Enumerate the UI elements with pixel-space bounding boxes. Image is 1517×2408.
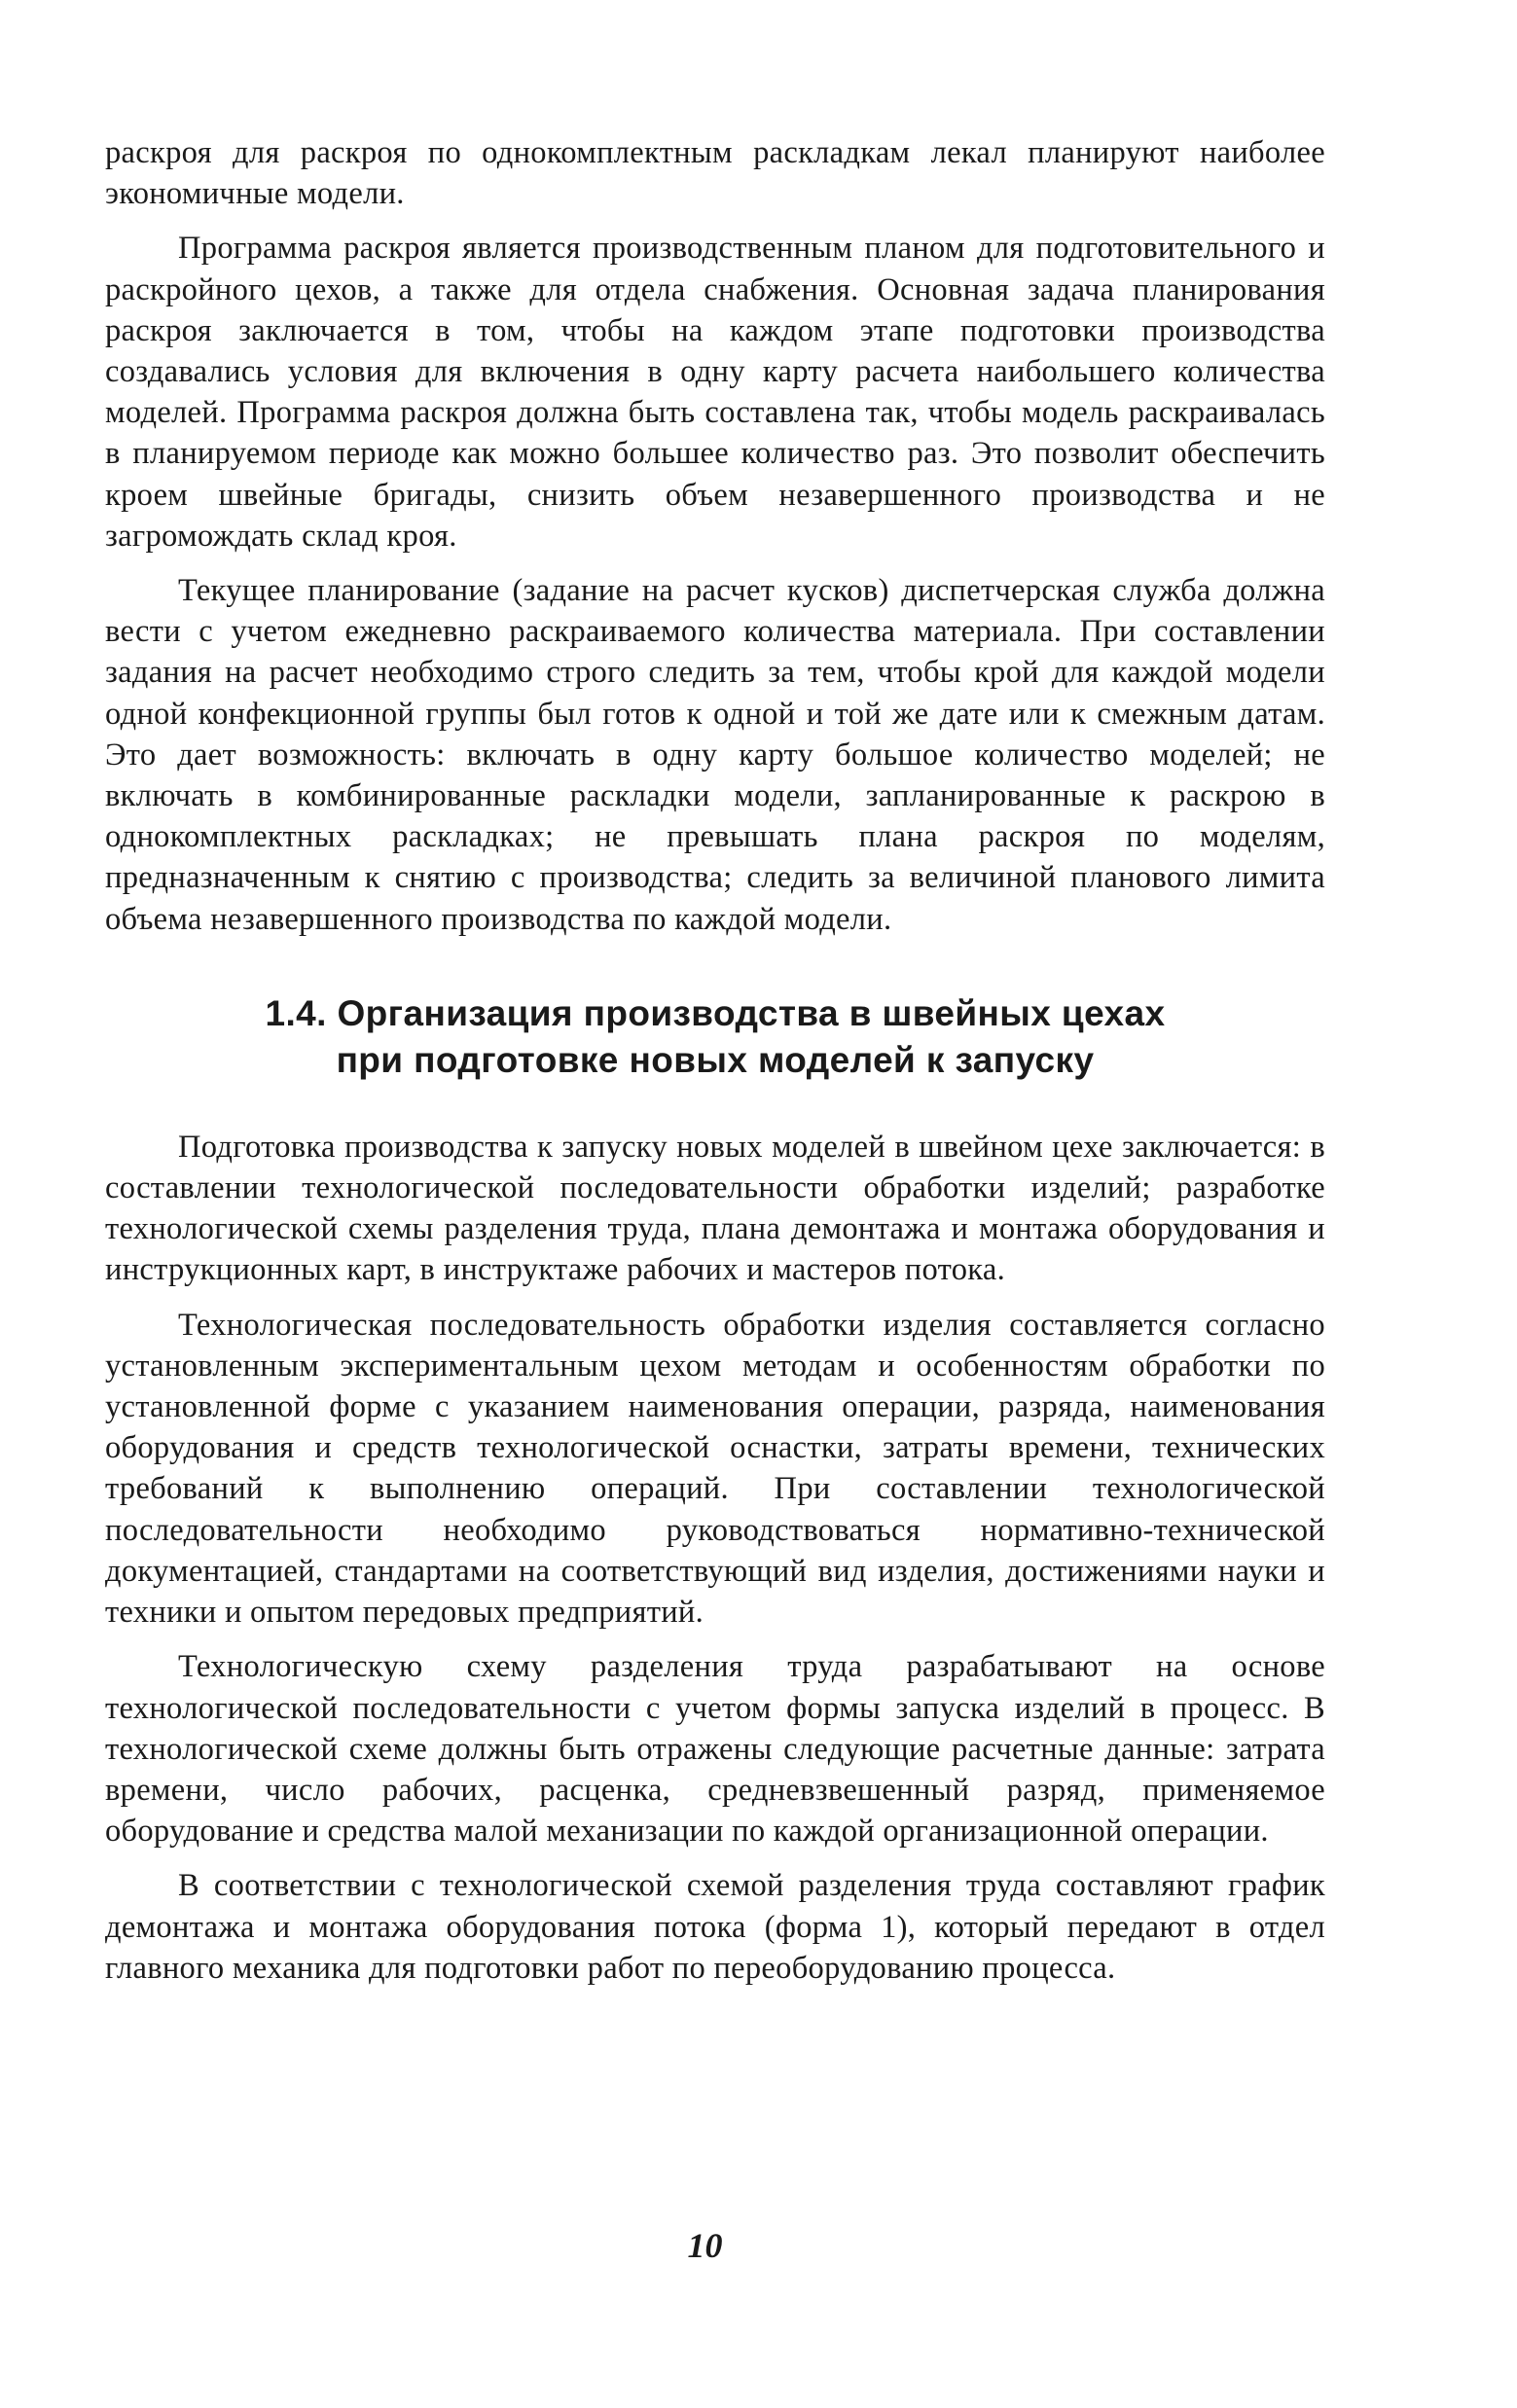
paragraph-equipment-schedule: В соответствии с технологической схемой разделения труда составляют график демонтажа и монтажа оборудования потока (форма 1), который передают в отдел главного механика для подготовки работ по переоборудованию процесса. xyxy=(105,1868,1325,1986)
paragraph-labor-division-scheme: Технологическую схему разделения труда разрабатывают на основе технологической последовательности с учетом формы запуска изделий в процесс. В технологической схеме должны быть отражены следующие расчетные данные: затрата времени, число рабочих, расценка, средневзвешенный разряд, применяемое оборудование и средства малой механизации по каждой организационной операции. xyxy=(105,1649,1325,1850)
section-heading-line-2: при подготовке новых моделей к запуску xyxy=(336,1039,1095,1080)
page-number: 10 xyxy=(687,2226,723,2265)
page-body xyxy=(105,132,1325,2002)
section-heading-line-1: 1.4. Организация производства в швейных цехах xyxy=(265,992,1166,1033)
paragraph-continuation: раскроя для раскроя по однокомплектным раскладкам лекал планируют наиболее экономичные модели. xyxy=(105,135,1325,212)
section-heading xyxy=(105,990,1325,1084)
paragraph-technological-sequence: Технологическая последовательность обработки изделия составляется согласно установленным экспериментальным цехом методам и особенностям обработки по установленной форме с указанием наименования операции, разряда, наименования оборудования и средств технологической оснастки, затраты времени, технических требований к выполнению операций. При составлении технологической последовательности необходимо руководствоваться нормативно-технической документацией, стандартами на соответствующий вид изделия, достижениями науки и техники и опытом передовых предприятий. xyxy=(105,1307,1325,1631)
paragraph-current-planning: Текущее планирование (задание на расчет кусков) диспетчерская служба должна вести с учетом ежедневно раскраиваемого количества материала. При составлении задания на расчет необходимо строго следить за тем, чтобы крой для каждой модели одной конфекционной группы был готов к одной и той же дате или к смежным датам. Это дает возможность: включать в одну карту большое количество моделей; не включать в комбинированные раскладки модели, запланированные к раскрою в однокомплектных раскладках; не превышать плана раскроя по моделям, предназначенным к снятию с производства; следить за величиной планового лимита объема незавершенного производства по каждой модели. xyxy=(105,573,1325,937)
paragraph-production-preparation: Подготовка производства к запуску новых моделей в швейном цехе заключается: в составлении технологической последовательности обработки изделий; разработке технологической схемы разделения труда, плана демонтажа и монтажа оборудования и инструкционных карт, в инструктаже рабочих и мастеров потока. xyxy=(105,1129,1325,1288)
paragraph-cutting-program: Программа раскроя является производственным планом для подготовительного и раскройного цехов, а также для отдела снабжения. Основная задача планирования раскроя заключается в том, чтобы на каждом этапе подготовки производства создавались условия для включения в одну карту расчета наибольшего количества моделей. Программа раскроя должна быть составлена так, чтобы модель раскраивалась в планируемом периоде как можно большее количество раз. Это позволит обеспечить кроем швейные бригады, снизить объем незавершенного производства и не загромождать склад кроя. xyxy=(105,231,1325,554)
